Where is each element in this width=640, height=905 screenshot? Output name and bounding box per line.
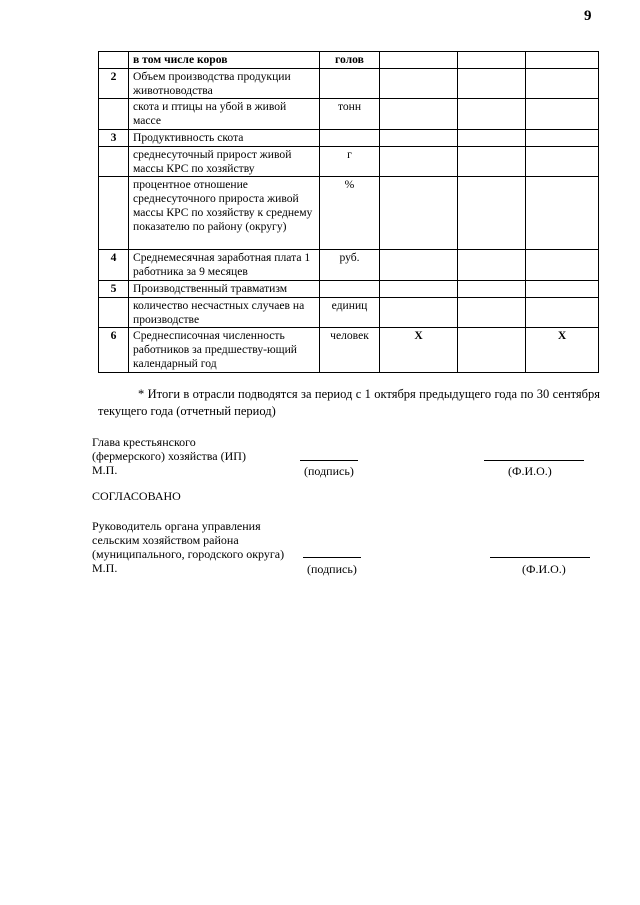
name-line	[484, 460, 584, 461]
value-cell	[458, 177, 526, 250]
row-number	[99, 52, 129, 69]
signature-caption: (подпись)	[307, 562, 357, 576]
row-number: 2	[99, 68, 129, 99]
value-cell	[380, 177, 458, 250]
table-row	[99, 146, 599, 177]
manager-title-line1: Руководитель органа управления	[92, 519, 261, 533]
value-cell: Х	[526, 328, 599, 372]
indicator-cell: Продуктивность скота	[129, 129, 320, 146]
unit-cell	[320, 68, 380, 99]
indicator-cell: Среднемесячная заработная плата 1 работника за 9 месяцев	[129, 250, 320, 281]
head-title-line2: (фермерского) хозяйства (ИП)	[92, 449, 246, 463]
head-title-line1: Глава крестьянского	[92, 435, 196, 449]
stamp-place-label: М.П.	[92, 463, 118, 477]
signature-caption: (подпись)	[304, 464, 354, 478]
indicator-cell: Объем производства продукции животноводства	[129, 68, 320, 99]
unit-cell	[320, 280, 380, 297]
name-caption: (Ф.И.О.)	[522, 562, 566, 576]
row-number	[99, 99, 129, 130]
table-row	[99, 68, 599, 99]
value-cell	[526, 280, 599, 297]
indicator-cell: количество несчастных случаев на производстве	[129, 297, 320, 328]
unit-cell: человек	[320, 328, 380, 372]
value-cell	[380, 250, 458, 281]
value-cell	[458, 68, 526, 99]
indicators-table	[98, 51, 599, 373]
value-cell	[526, 297, 599, 328]
value-cell	[458, 280, 526, 297]
value-cell	[526, 250, 599, 281]
value-cell	[526, 68, 599, 99]
stamp-place-label: М.П.	[92, 561, 118, 575]
manager-title-line3: (муниципального, городского округа)	[92, 547, 285, 561]
footnote: * Итоги в отрасли подводятся за период с 1 октября предыдущего года по 30 сентября текущего года (отчетный период)	[98, 387, 600, 418]
manager-title-line2: сельским хозяйством района	[92, 533, 239, 547]
row-number: 3	[99, 129, 129, 146]
indicator-cell: среднесуточный прирост живой массы КРС по хозяйству	[129, 146, 320, 177]
value-cell	[526, 146, 599, 177]
value-cell	[458, 129, 526, 146]
signature-line	[303, 557, 361, 558]
unit-cell: единиц	[320, 297, 380, 328]
name-caption: (Ф.И.О.)	[508, 464, 552, 478]
value-cell: Х	[380, 328, 458, 372]
value-cell	[526, 99, 599, 130]
unit-cell: г	[320, 146, 380, 177]
table-row	[99, 99, 599, 130]
value-cell	[458, 99, 526, 130]
page-number: 9	[584, 8, 592, 24]
indicator-cell: Среднесписочная численность работников за предшеству-ющий календарный год	[129, 328, 320, 372]
value-cell	[380, 280, 458, 297]
table-row	[99, 177, 599, 250]
table-row	[99, 328, 599, 372]
indicator-cell: процентное отношение среднесуточного прироста живой массы КРС по хозяйству к среднему показателю по району (округу)	[129, 177, 320, 250]
agreed-heading: СОГЛАСОВАНО	[92, 489, 181, 503]
table-row	[99, 280, 599, 297]
table-row	[99, 297, 599, 328]
table-row	[99, 52, 599, 69]
value-cell	[380, 99, 458, 130]
value-cell	[380, 129, 458, 146]
value-cell	[526, 177, 599, 250]
unit-cell: тонн	[320, 99, 380, 130]
value-cell	[526, 129, 599, 146]
value-cell	[526, 52, 599, 69]
indicator-cell: в том числе коров	[129, 52, 320, 69]
value-cell	[458, 146, 526, 177]
unit-cell: руб.	[320, 250, 380, 281]
indicator-cell: Производственный травматизм	[129, 280, 320, 297]
row-number: 6	[99, 328, 129, 372]
value-cell	[458, 328, 526, 372]
value-cell	[380, 68, 458, 99]
row-number	[99, 297, 129, 328]
row-number: 4	[99, 250, 129, 281]
unit-cell: %	[320, 177, 380, 250]
unit-cell	[320, 129, 380, 146]
row-number	[99, 177, 129, 250]
row-number	[99, 146, 129, 177]
value-cell	[380, 297, 458, 328]
unit-cell: голов	[320, 52, 380, 69]
signature-line	[300, 460, 358, 461]
row-number: 5	[99, 280, 129, 297]
value-cell	[380, 146, 458, 177]
value-cell	[380, 52, 458, 69]
value-cell	[458, 52, 526, 69]
name-line	[490, 557, 590, 558]
indicator-cell: скота и птицы на убой в живой массе	[129, 99, 320, 130]
table-row	[99, 129, 599, 146]
value-cell	[458, 250, 526, 281]
table-row	[99, 250, 599, 281]
value-cell	[458, 297, 526, 328]
